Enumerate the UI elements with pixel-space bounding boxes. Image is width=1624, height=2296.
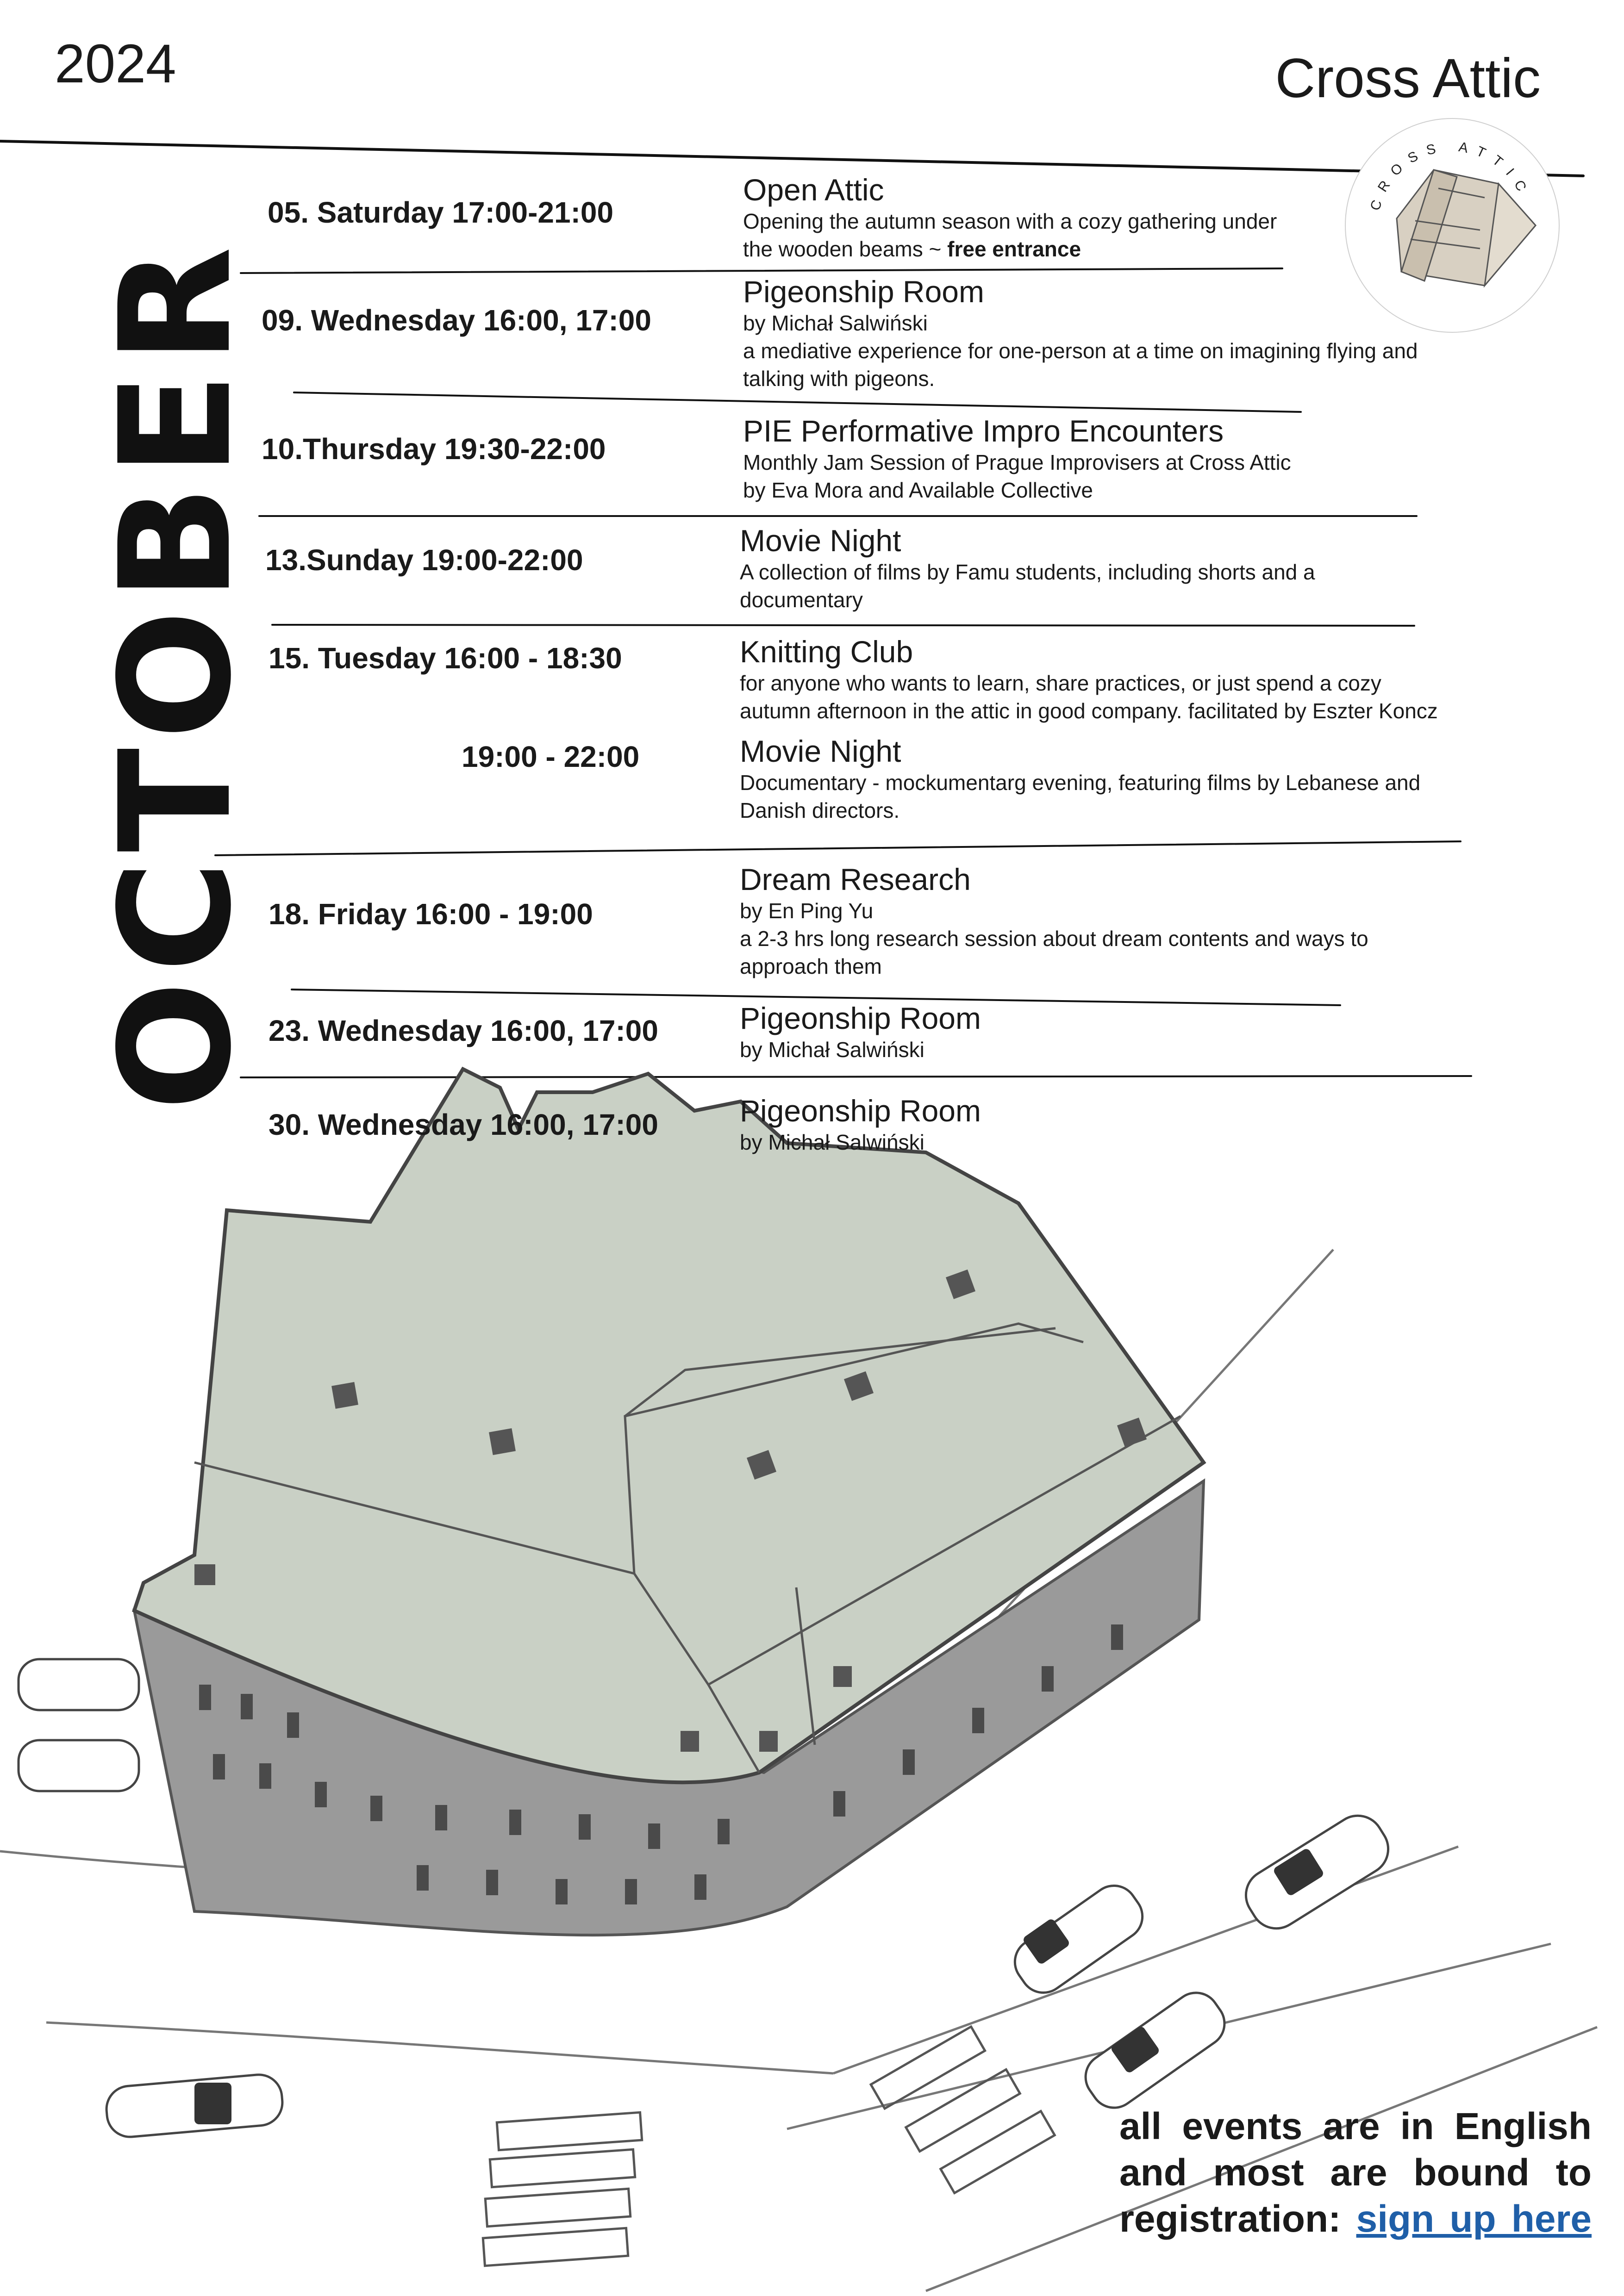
event-title: Knitting Club [740,635,913,669]
event-desc: by Michał Salwiński [740,1038,924,1062]
event-date: 23. Wednesday 16:00, 17:00 [269,1014,658,1047]
event-title: Pigeonship Room [740,1094,981,1128]
event-pigeonship-room [743,274,1576,392]
event-title: Movie Night [740,734,901,768]
event-desc: A collection of films by Famu students, including shorts and a [740,560,1315,584]
event-desc: Monthly Jam Session of Prague Improvisers at Cross Attic [743,450,1291,474]
event-date: 10.Thursday 19:30-22:00 [262,432,606,466]
sign-up-link[interactable]: sign up here [1356,2198,1592,2240]
event-desc: by En Ping Yu [740,899,874,923]
registration-text: all events are in English and most are bound to registration: [1119,2105,1592,2240]
event-desc: Documentary - mockumentarg evening, featuring films by Lebanese and [740,771,1421,795]
event-pigeonship-room [740,1093,1573,1156]
event-title: Open Attic [743,173,884,207]
event-movie-night [740,523,1573,614]
event-title: Pigeonship Room [743,274,984,309]
year-label: 2024 [55,33,176,94]
event-time: 19:00 - 22:00 [462,740,640,773]
event-open-attic [743,172,1368,263]
event-desc: approach them [740,954,882,978]
event-date: 09. Wednesday 16:00, 17:00 [262,304,651,337]
event-title: Pigeonship Room [740,1001,981,1035]
event-date: 15. Tuesday 16:00 - 18:30 [269,641,622,675]
registration-note [1119,2103,1592,2242]
event-desc: autumn afternoon in the attic in good company. facilitated by Eszter Koncz [740,699,1438,723]
event-date: 18. Friday 16:00 - 19:00 [269,897,593,931]
event-desc: talking with pigeons. [743,367,935,391]
event-desc: for anyone who wants to learn, share practices, or just spend a cozy [740,671,1381,695]
event-pie-impro [743,413,1576,504]
event-title: Dream Research [740,862,971,896]
event-desc: by Eva Mora and Available Collective [743,478,1093,502]
month-title: OCTOBER [87,238,265,1111]
event-desc: documentary [740,588,863,612]
event-desc: by Michał Salwiński [740,1130,924,1154]
event-title: PIE Performative Impro Encounters [743,414,1224,448]
event-desc: the wooden beams ~ free entrance [743,237,1081,261]
event-desc: Danish directors. [740,798,900,822]
event-date: 05. Saturday 17:00-21:00 [268,196,614,229]
venue-title: Cross Attic [1275,47,1541,109]
event-movie-night [740,734,1596,824]
event-desc: Opening the autumn season with a cozy gathering under [743,209,1277,233]
event-desc: a mediative experience for one-person at a time on imagining flying and [743,339,1418,363]
event-dream-research [740,862,1596,980]
event-knitting-club [740,634,1596,725]
event-desc: a 2-3 hrs long research session about dream contents and ways to [740,927,1368,951]
event-date: 13.Sunday 19:00-22:00 [265,543,583,577]
event-title: Movie Night [740,523,901,558]
svg-text:CROSS ATTIC: CROSS ATTIC [1367,139,1534,212]
event-desc: by Michał Salwiński [743,311,928,335]
event-date: 30. Wednesday 16:00, 17:00 [269,1108,658,1141]
